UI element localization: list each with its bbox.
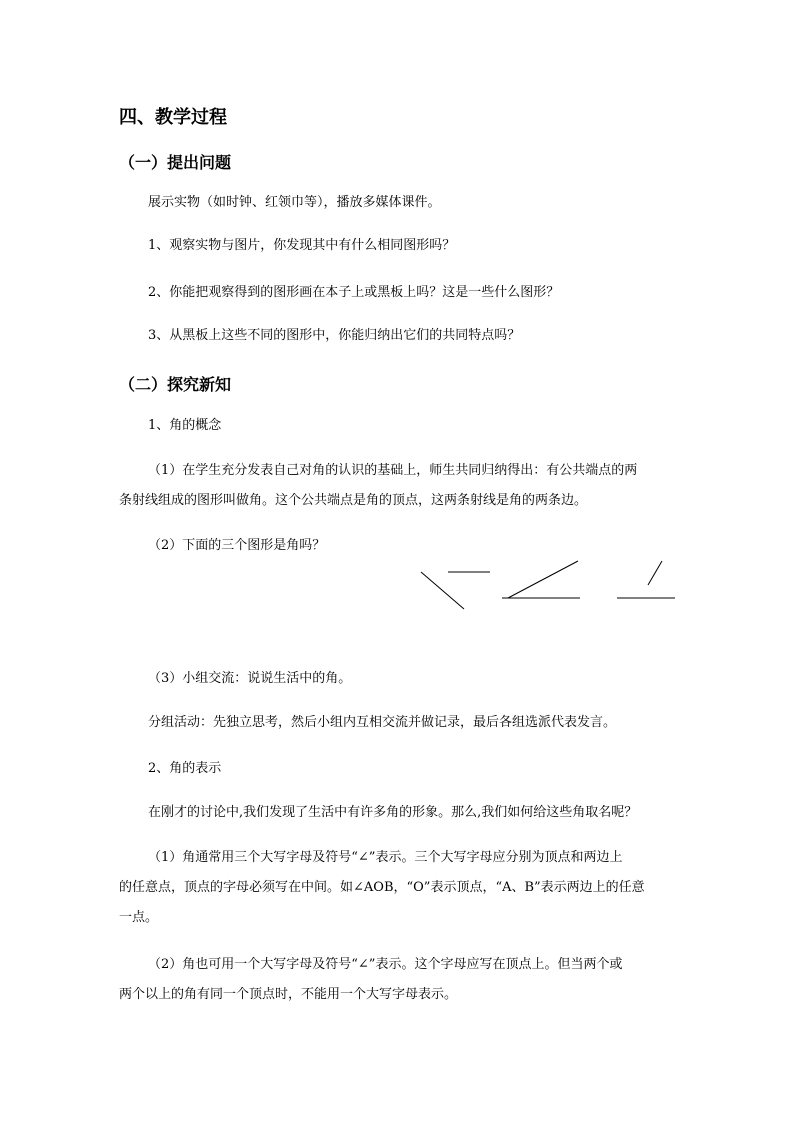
part1-heading: （一）提出问题: [119, 153, 232, 172]
paragraph-6-line-1: （2）角也可用一个大写字母及符号“∠”表示。这个字母应写在顶点上。但当两个或: [148, 957, 623, 972]
question-3: 3、从黑板上这些不同的图形中，你能归纳出它们的共同特点吗？: [148, 328, 521, 343]
paragraph-3: （3）小组交流：说说生活中的角。: [148, 671, 352, 686]
figure-1-non-angle: [421, 572, 490, 609]
paragraph-5-line-2: 的任意点，顶点的字母必须写在中间。如∠AOB，“O”表示顶点，“A、B”表示两边上的任意: [119, 880, 645, 895]
paragraph-2: （2）下面的三个图形是角吗？: [148, 538, 326, 553]
group-activity: 分组活动：先独立思考，然后小组内互相交流并做记录，最后各组选派代表发言。: [148, 715, 617, 730]
question-1: 1、观察实物与图片，你发现其中有什么相同图形吗？: [148, 238, 456, 253]
part1-intro: 展示实物（如时钟、红领巾等），播放多媒体课件。: [148, 195, 441, 210]
figure-2-slanted-ray: [508, 561, 578, 598]
paragraph-5-line-1: （1）角通常用三个大写字母及符号“∠”表示。三个大写字母应分别为顶点和两边上: [148, 850, 623, 865]
figure-2-angle: [502, 561, 580, 598]
paragraph-6-line-2: 两个以上的角有同一个顶点时，不能用一个大写字母表示。: [119, 987, 458, 1002]
question-2: 2、你能把观察得到的图形画在本子上或黑板上吗？这是一些什么图形？: [148, 285, 560, 300]
figure-1-diagonal-segment: [421, 572, 464, 609]
paragraph-1-line-2: 条射线组成的图形叫做角。这个公共端点是角的顶点，这两条射线是角的两条边。: [119, 493, 588, 508]
paragraph-5-line-3: 一点。: [119, 910, 159, 925]
figure-3-slanted-segment: [648, 561, 662, 585]
angle-figures: [410, 556, 680, 616]
part2-heading: （二）探究新知: [119, 375, 232, 394]
paragraph-4: 在刚才的讨论中,我们发现了生活中有许多角的形象。那么,我们如何给这些角取名呢？: [148, 805, 638, 820]
subsection-angle-notation: 2、角的表示: [148, 761, 222, 776]
section-title: 四、教学过程: [119, 107, 227, 128]
paragraph-1-line-1: （1）在学生充分发表自己对角的认识的基础上，师生共同归纳得出：有公共端点的两: [148, 463, 638, 478]
subsection-angle-concept: 1、角的概念: [148, 418, 222, 433]
figure-3-non-angle: [617, 561, 675, 598]
